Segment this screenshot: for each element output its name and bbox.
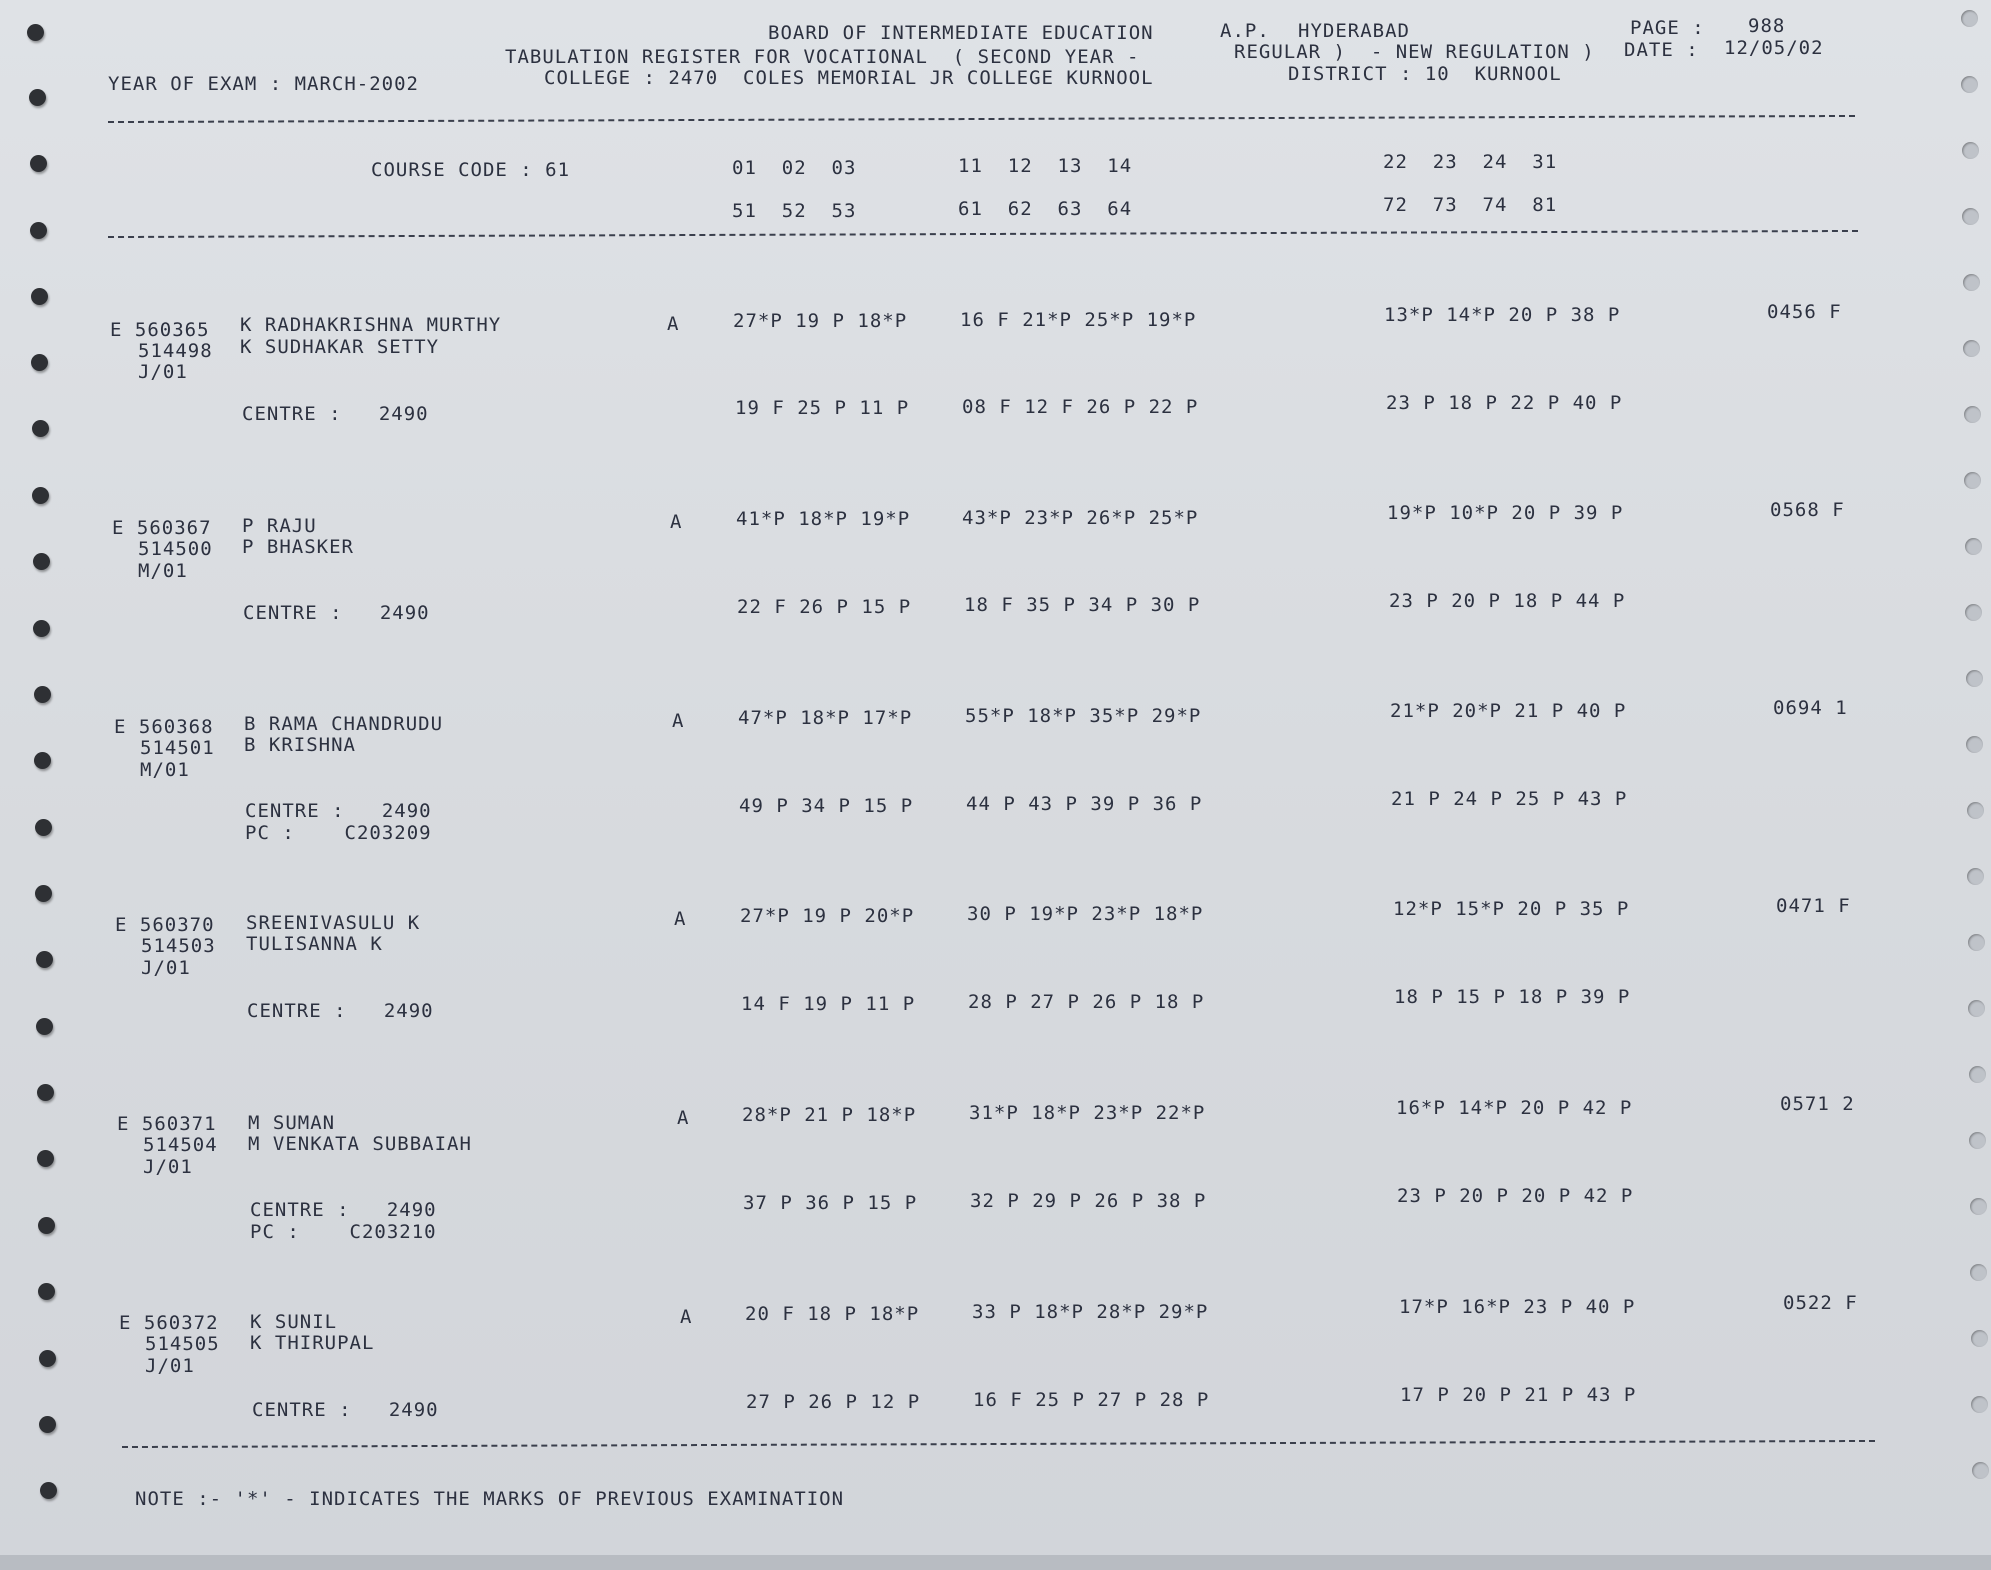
marks-group3-row1: 21*P 20*P 21 P 40 P [1390,700,1627,722]
perforation-hole-icon [34,686,51,703]
city-label: HYDERABAD [1298,20,1410,42]
perforation-hole-icon [29,89,46,106]
student-name: B RAMA CHANDRUDU [244,713,444,735]
perforation-hole-icon [35,885,52,902]
father-name: K SUDHAKAR SETTY [240,336,440,358]
medium-code: A [677,1107,690,1129]
perforation-hole-icon [1969,1066,1986,1083]
marks-group1-row2: 14 F 19 P 11 P [741,993,916,1015]
marks-group3-row2: 23 P 18 P 22 P 40 P [1386,392,1623,414]
marks-group3-row2: 23 P 20 P 20 P 42 P [1397,1185,1634,1207]
student-name: K SUNIL [250,1311,338,1333]
perforation-hole-icon [1968,1000,1985,1017]
student-category: J/01 [141,957,191,979]
marks-group3-row1: 17*P 16*P 23 P 40 P [1399,1296,1636,1318]
marks-group3-row1: 13*P 14*P 20 P 38 P [1384,304,1621,326]
student-reg-number: E 560367 [112,517,212,539]
subject-codes-group3-top: 22 23 24 31 [1383,151,1558,173]
student-name: P RAJU [242,515,317,537]
student-name: SREENIVASULU K [246,912,421,934]
board-title: BOARD OF INTERMEDIATE EDUCATION [768,22,1154,44]
perforation-hole-icon [30,222,47,239]
father-name: P BHASKER [242,536,354,558]
perforation-hole-icon [1971,1330,1988,1347]
perforation-hole-icon [40,1482,57,1499]
perforation-hole-icon [1962,142,1979,159]
perforation-hole-icon [33,620,50,637]
father-name: K THIRUPAL [250,1332,375,1354]
student-reg-number: E 560372 [119,1312,219,1334]
marks-group1-row2: 27 P 26 P 12 P [746,1391,921,1413]
marks-group2-row1: 33 P 18*P 28*P 29*P [972,1301,1209,1323]
perforation-hole-icon [1970,1264,1987,1281]
marks-group3-row2: 18 P 15 P 18 P 39 P [1394,986,1631,1008]
marks-group2-row2: 08 F 12 F 26 P 22 P [962,396,1199,418]
perforation-hole-icon [32,487,49,504]
state-label: A.P. [1220,20,1270,42]
perforation-hole-icon [1971,1396,1988,1413]
perforation-hole-icon [34,752,51,769]
student-code: 514504 [143,1134,218,1156]
centre-label: CENTRE : 2490 [252,1399,439,1421]
perforation-hole-icon [1964,406,1981,423]
perforation-hole-icon [39,1416,56,1433]
student-code: 514501 [140,737,215,759]
marks-group3-row2: 21 P 24 P 25 P 43 P [1391,788,1628,810]
total-result: 0456 F [1767,301,1842,323]
student-name: K RADHAKRISHNA MURTHY [240,314,502,336]
perforation-hole-icon [1972,1462,1989,1479]
marks-group2-row2: 44 P 43 P 39 P 36 P [966,793,1203,815]
marks-group2-row1: 30 P 19*P 23*P 18*P [967,903,1204,925]
college-name: COLLEGE : 2470 COLES MEMORIAL JR COLLEGE KURNOOL [544,67,1154,89]
centre-label: CENTRE : 2490 [245,800,432,822]
medium-code: A [672,710,685,732]
total-result: 0571 2 [1780,1093,1855,1115]
student-reg-number: E 560365 [110,319,210,341]
centre-label: CENTRE : 2490 [250,1199,437,1221]
centre-label: CENTRE : 2490 [247,1000,434,1022]
marks-group3-row2: 23 P 20 P 18 P 44 P [1389,590,1626,612]
subject-codes-group1-bottom: 51 52 53 [732,200,857,222]
student-category: M/01 [138,560,188,582]
marks-group1-row2: 37 P 36 P 15 P [743,1192,918,1214]
medium-code: A [667,313,680,335]
register-title: TABULATION REGISTER FOR VOCATIONAL ( SECOND YEAR - [505,46,1140,68]
perforation-hole-icon [27,24,44,41]
perforation-hole-icon [1967,868,1984,885]
total-result: 0694 1 [1773,697,1848,719]
centre-label: CENTRE : 2490 [242,403,429,425]
marks-group3-row2: 17 P 20 P 21 P 43 P [1400,1384,1637,1406]
subject-codes-group2-bottom: 61 62 63 64 [958,198,1133,220]
marks-group1-row2: 22 F 26 P 15 P [737,596,912,618]
header-rule-top [108,115,1855,123]
student-category: J/01 [138,361,188,383]
medium-code: A [680,1306,693,1328]
print-date: 12/05/02 [1724,37,1824,59]
father-name: M VENKATA SUBBAIAH [248,1133,472,1155]
perforation-hole-icon [1966,670,1983,687]
perforation-hole-icon [1962,208,1979,225]
student-code: 514503 [141,935,216,957]
total-result: 0471 F [1776,895,1851,917]
perforation-hole-icon [1963,274,1980,291]
perforation-hole-icon [1961,10,1978,27]
medium-code: A [670,511,683,533]
page-bottom-edge [0,1555,1991,1570]
marks-group1-row1: 20 F 18 P 18*P [745,1303,920,1325]
footnote: NOTE :- '*' - INDICATES THE MARKS OF PREVIOUS EXAMINATION [135,1488,845,1510]
perforation-hole-icon [36,951,53,968]
student-code: 514500 [138,538,213,560]
father-name: TULISANNA K [246,933,383,955]
perforation-hole-icon [1965,604,1982,621]
perforation-hole-icon [39,1350,56,1367]
perforation-hole-icon [1964,472,1981,489]
student-code: 514505 [145,1333,220,1355]
course-code: COURSE CODE : 61 [371,159,571,181]
total-result: 0568 F [1770,499,1845,521]
perforation-hole-icon [1969,1132,1986,1149]
father-name: B KRISHNA [244,734,356,756]
subject-codes-group3-bottom: 72 73 74 81 [1383,194,1558,216]
medium-code: A [674,908,687,930]
marks-group1-row2: 19 F 25 P 11 P [735,397,910,419]
marks-group2-row1: 43*P 23*P 26*P 25*P [962,507,1199,529]
marks-group1-row1: 47*P 18*P 17*P [738,707,913,729]
year-of-exam: YEAR OF EXAM : MARCH-2002 [108,73,419,95]
header-rule-bottom [108,230,1858,238]
perforation-hole-icon [33,553,50,570]
student-reg-number: E 560370 [115,914,215,936]
student-reg-number: E 560371 [117,1113,217,1135]
perforation-hole-icon [38,1283,55,1300]
student-category: J/01 [145,1355,195,1377]
marks-group1-row1: 28*P 21 P 18*P [742,1104,917,1126]
district-label: DISTRICT : 10 KURNOOL [1288,63,1562,85]
total-result: 0522 F [1783,1292,1858,1314]
student-code: 514498 [138,340,213,362]
pc-number: PC : C203209 [245,822,432,844]
perforation-hole-icon [1970,1198,1987,1215]
perforation-hole-icon [1961,76,1978,93]
marks-group2-row2: 18 F 35 P 34 P 30 P [964,594,1201,616]
marks-group3-row1: 16*P 14*P 20 P 42 P [1396,1097,1633,1119]
perforation-hole-icon [1966,736,1983,753]
marks-group2-row2: 16 F 25 P 27 P 28 P [973,1389,1210,1411]
perforation-hole-icon [1965,538,1982,555]
marks-group3-row1: 12*P 15*P 20 P 35 P [1393,898,1630,920]
perforation-hole-icon [31,354,48,371]
footer-rule [122,1440,1875,1448]
marks-group2-row1: 55*P 18*P 35*P 29*P [965,705,1202,727]
date-label: DATE : [1624,39,1699,61]
perforation-hole-icon [31,288,48,305]
perforation-hole-icon [35,819,52,836]
marks-group1-row1: 41*P 18*P 19*P [736,508,911,530]
perforation-hole-icon [30,155,47,172]
student-category: J/01 [143,1156,193,1178]
marks-group1-row1: 27*P 19 P 20*P [740,905,915,927]
marks-group3-row1: 19*P 10*P 20 P 39 P [1387,502,1624,524]
centre-label: CENTRE : 2490 [243,602,430,624]
student-name: M SUMAN [248,1112,336,1134]
subject-codes-group2-top: 11 12 13 14 [958,155,1133,177]
marks-group1-row1: 27*P 19 P 18*P [733,310,908,332]
marks-group1-row2: 49 P 34 P 15 P [739,795,914,817]
page-label: PAGE : [1630,17,1705,39]
student-reg-number: E 560368 [114,716,214,738]
marks-group2-row2: 28 P 27 P 26 P 18 P [968,991,1205,1013]
marks-group2-row1: 16 F 21*P 25*P 19*P [960,309,1197,331]
pc-number: PC : C203210 [250,1221,437,1243]
perforation-hole-icon [37,1150,54,1167]
regulation-label: REGULAR ) - NEW REGULATION ) [1234,41,1595,63]
subject-codes-group1-top: 01 02 03 [732,157,857,179]
perforation-hole-icon [1968,934,1985,951]
student-category: M/01 [140,759,190,781]
perforation-hole-icon [32,420,49,437]
perforation-hole-icon [1967,802,1984,819]
page-number: 988 [1748,15,1786,37]
perforation-hole-icon [1963,340,1980,357]
perforation-hole-icon [38,1217,55,1234]
marks-group2-row1: 31*P 18*P 23*P 22*P [969,1102,1206,1124]
marks-group2-row2: 32 P 29 P 26 P 38 P [970,1190,1207,1212]
perforation-hole-icon [37,1084,54,1101]
perforation-hole-icon [36,1018,53,1035]
